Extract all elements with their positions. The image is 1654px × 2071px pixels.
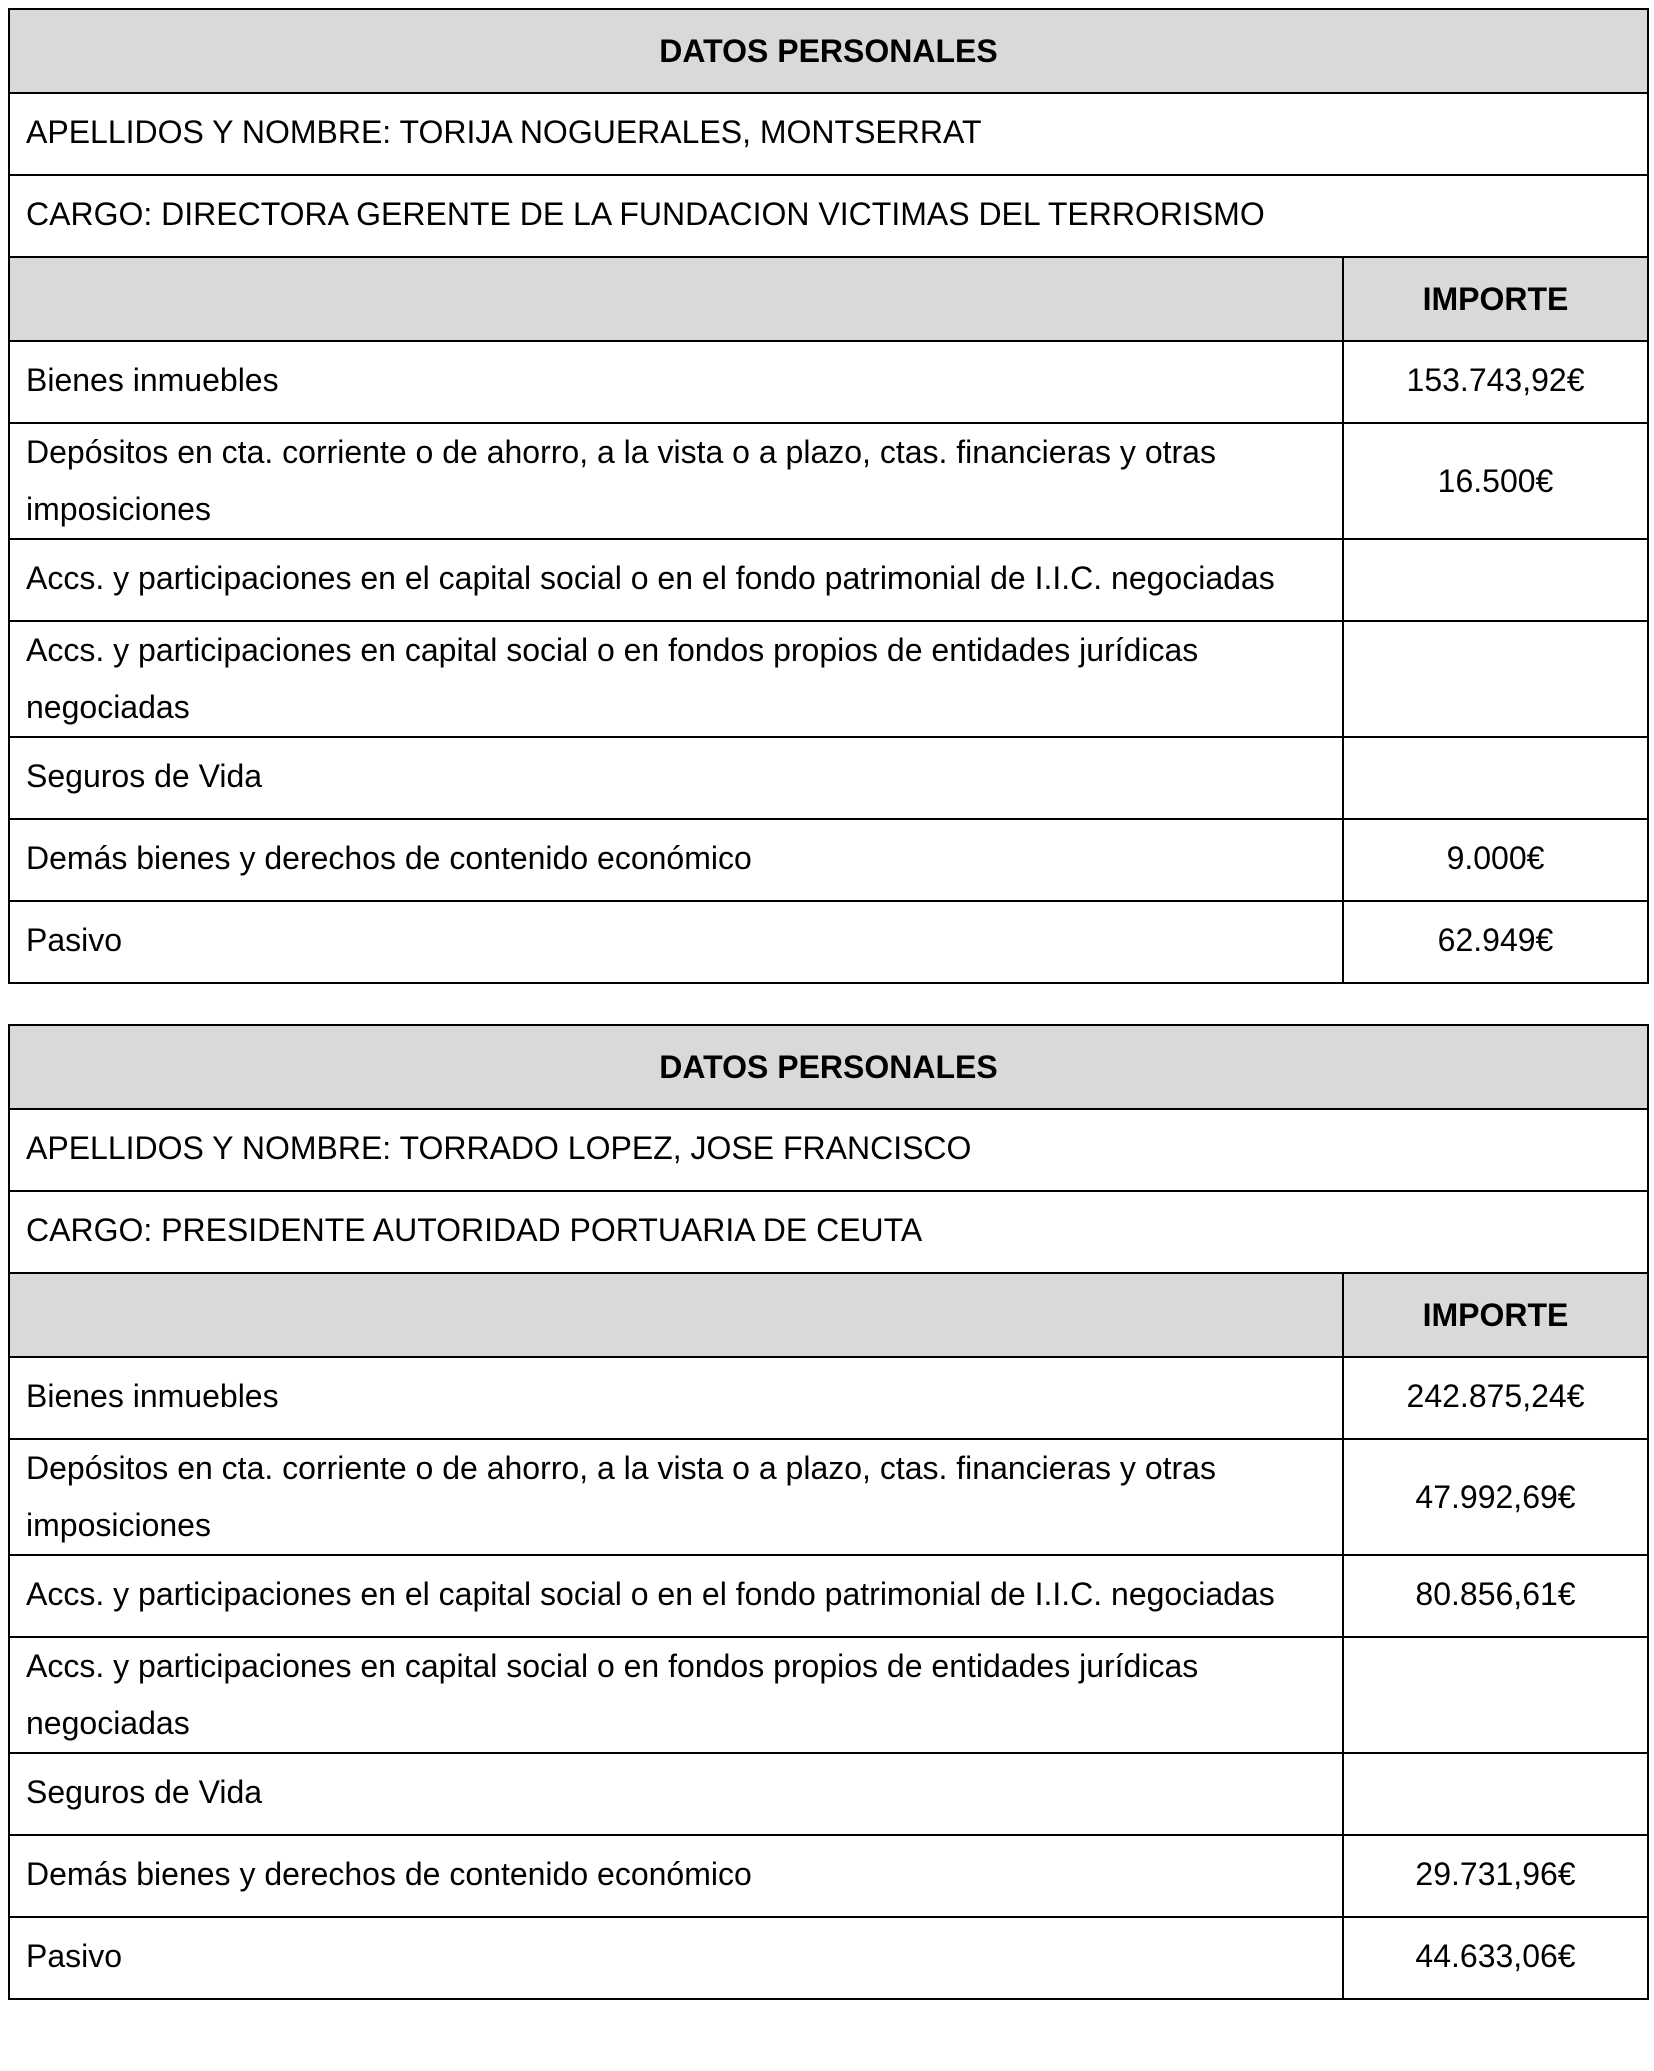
row-amount: 153.743,92€ <box>1343 341 1648 423</box>
table-row <box>9 1835 1648 1917</box>
row-amount: 9.000€ <box>1343 819 1648 901</box>
concept-header <box>9 1273 1343 1357</box>
row-amount <box>1343 1637 1648 1753</box>
row-label: Seguros de Vida <box>9 737 1343 819</box>
row-label: Accs. y participaciones en capital social o en fondos propios de entidades jurídicas negociadas <box>9 621 1343 737</box>
table-row <box>9 423 1648 539</box>
row-label: Accs. y participaciones en capital social o en fondos propios de entidades jurídicas negociadas <box>9 1637 1343 1753</box>
row-label: Accs. y participaciones en el capital social o en el fondo patrimonial de I.I.C. negociadas <box>9 539 1343 621</box>
section-title: DATOS PERSONALES <box>9 1025 1648 1109</box>
table-row <box>9 1917 1648 1999</box>
row-label: Seguros de Vida <box>9 1753 1343 1835</box>
row-label: Bienes inmuebles <box>9 1357 1343 1439</box>
declaration-table <box>8 8 1649 984</box>
name-row <box>9 1109 1648 1191</box>
row-amount <box>1343 1753 1648 1835</box>
table-row <box>9 901 1648 983</box>
name-row <box>9 93 1648 175</box>
full-name: APELLIDOS Y NOMBRE: TORIJA NOGUERALES, MONTSERRAT <box>9 93 1648 175</box>
row-label: Depósitos en cta. corriente o de ahorro, a la vista o a plazo, ctas. financieras y otras imposiciones <box>9 1439 1343 1555</box>
row-label: Demás bienes y derechos de contenido económico <box>9 1835 1343 1917</box>
row-amount <box>1343 621 1648 737</box>
table-row <box>9 621 1648 737</box>
row-amount: 47.992,69€ <box>1343 1439 1648 1555</box>
row-amount <box>1343 737 1648 819</box>
row-amount: 242.875,24€ <box>1343 1357 1648 1439</box>
table-row <box>9 737 1648 819</box>
amount-header: IMPORTE <box>1343 1273 1648 1357</box>
position: CARGO: DIRECTORA GERENTE DE LA FUNDACION VICTIMAS DEL TERRORISMO <box>9 175 1648 257</box>
table-row <box>9 1357 1648 1439</box>
amount-header: IMPORTE <box>1343 257 1648 341</box>
table-row <box>9 539 1648 621</box>
row-amount: 62.949€ <box>1343 901 1648 983</box>
full-name: APELLIDOS Y NOMBRE: TORRADO LOPEZ, JOSE FRANCISCO <box>9 1109 1648 1191</box>
row-label: Bienes inmuebles <box>9 341 1343 423</box>
asset-declaration-records <box>8 8 1647 2040</box>
table-row <box>9 1637 1648 1753</box>
column-header-row <box>9 257 1648 341</box>
column-header-row <box>9 1273 1648 1357</box>
row-amount: 80.856,61€ <box>1343 1555 1648 1637</box>
row-label: Pasivo <box>9 1917 1343 1999</box>
row-label: Accs. y participaciones en el capital social o en el fondo patrimonial de I.I.C. negociadas <box>9 1555 1343 1637</box>
row-amount: 29.731,96€ <box>1343 1835 1648 1917</box>
position: CARGO: PRESIDENTE AUTORIDAD PORTUARIA DE CEUTA <box>9 1191 1648 1273</box>
concept-header <box>9 257 1343 341</box>
section-title: DATOS PERSONALES <box>9 9 1648 93</box>
table-row <box>9 1439 1648 1555</box>
table-row <box>9 819 1648 901</box>
row-label: Depósitos en cta. corriente o de ahorro, a la vista o a plazo, ctas. financieras y otras imposiciones <box>9 423 1343 539</box>
position-row <box>9 175 1648 257</box>
row-label: Pasivo <box>9 901 1343 983</box>
section-title-row <box>9 1025 1648 1109</box>
section-title-row <box>9 9 1648 93</box>
table-row <box>9 1753 1648 1835</box>
table-row <box>9 341 1648 423</box>
declaration-table <box>8 1024 1649 2000</box>
row-amount <box>1343 539 1648 621</box>
table-row <box>9 1555 1648 1637</box>
row-amount: 16.500€ <box>1343 423 1648 539</box>
row-label: Demás bienes y derechos de contenido económico <box>9 819 1343 901</box>
position-row <box>9 1191 1648 1273</box>
row-amount: 44.633,06€ <box>1343 1917 1648 1999</box>
